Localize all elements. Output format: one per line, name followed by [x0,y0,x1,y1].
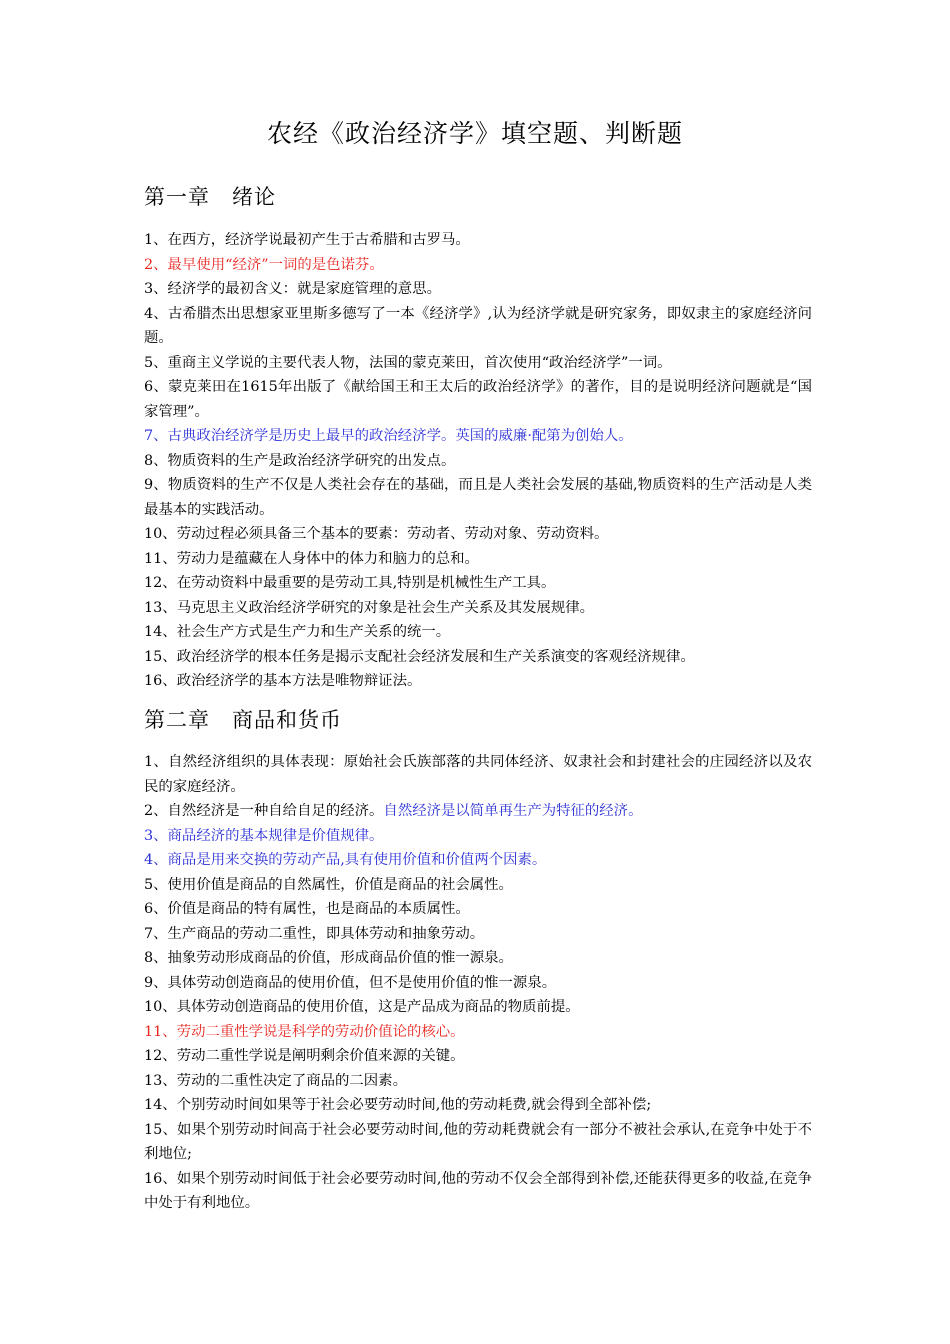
list-item [144,1118,812,1167]
item-text: 16、政治经济学的基本方法是唯物辩证法。 [144,673,422,689]
list-item [144,645,812,670]
list-item [144,971,812,996]
item-text: 12、劳动二重性学说是阐明剩余价值来源的关键。 [144,1048,465,1064]
item-text: 11、劳动二重性学说是科学的劳动价值论的核心。 [144,1023,465,1040]
list-item [144,449,812,474]
item-text: 14、社会生产方式是生产力和生产关系的统一。 [144,624,451,640]
item-text: 11、劳动力是蕴藏在人身体中的体力和脑力的总和。 [144,550,479,567]
list-item [144,253,812,278]
item-text: 1、在西方，经济学说最初产生于古希腊和古罗马。 [144,232,470,248]
item-text: 4、商品是用来交换的劳动产品,具有使用价值和价值两个因素。 [144,852,547,868]
item-text: 2、自然经济是一种自给自足的经济。 [144,803,384,819]
item-text: 13、马克思主义政治经济学研究的对象是社会生产关系及其发展规律。 [144,599,595,616]
chapter-2-items [144,750,812,1216]
list-item [144,922,812,947]
item-text: 6、价值是商品的特有属性，也是商品的本质属性。 [144,901,470,917]
item-text: 3、商品经济的基本规律是价值规律。 [144,827,384,844]
list-item [144,995,812,1020]
list-item [144,302,812,351]
list-item [144,1020,812,1045]
item-highlight-text: 自然经济是以简单再生产为特征的经济。 [383,803,643,819]
list-item [144,897,812,922]
list-item [144,1044,812,1069]
item-text: 4、古希腊杰出思想家亚里斯多德写了一本《经济学》,认为经济学就是研究家务，即奴隶主的家庭经济问题。 [144,305,812,346]
chapter-1-title: 第一章 绪论 [144,185,276,209]
item-text: 3、经济学的最初含义：就是家庭管理的意思。 [144,281,441,297]
item-text: 6、蒙克莱田在1615年出版了《献给国王和王太后的政治经济学》的著作，目的是说明经济问题就是“国家管理”。 [144,379,812,420]
item-text: 15、如果个别劳动时间高于社会必要劳动时间,他的劳动耗费就会有一部分不被社会承认,在竞争中处于不利地位; [144,1121,812,1162]
list-item [144,277,812,302]
list-item [144,596,812,621]
item-text: 7、古典政治经济学是历史上最早的政治经济学。英国的威廉·配第为创始人。 [144,428,633,444]
document-title: 农经《政治经济学》填空题、判断题 [266,119,683,148]
item-text: 9、物质资料的生产不仅是人类社会存在的基础，而且是人类社会发展的基础,物质资料的生产活动是人类最基本的实践活动。 [144,477,812,518]
list-item [144,547,812,572]
list-item [144,1167,812,1216]
list-item [144,1093,812,1118]
item-text: 16、如果个别劳动时间低于社会必要劳动时间,他的劳动不仅会全部得到补偿,还能获得更多的收益,在竞争中处于有利地位。 [144,1170,812,1211]
item-text: 5、重商主义学说的主要代表人物，法国的蒙克莱田，首次使用“政治经济学”一词。 [144,354,672,371]
list-item [144,873,812,898]
item-text: 2、最早使用“经济”一词的是色诺芬。 [144,256,384,273]
list-item [144,824,812,849]
list-item [144,228,812,253]
item-text: 7、生产商品的劳动二重性，即具体劳动和抽象劳动。 [144,925,485,942]
list-item [144,620,812,645]
list-item [144,375,812,424]
list-item [144,669,812,694]
item-text: 14、个别劳动时间如果等于社会必要劳动时间,他的劳动耗费,就会得到全部补偿; [144,1097,652,1113]
chapter-1-items [144,228,812,694]
list-item [144,351,812,376]
item-text: 12、在劳动资料中最重要的是劳动工具,特别是机械性生产工具。 [144,575,556,591]
item-text: 8、物质资料的生产是政治经济学研究的出发点。 [144,452,456,469]
item-text: 15、政治经济学的根本任务是揭示支配社会经济发展和生产关系演变的客观经济规律。 [144,648,695,665]
item-text: 10、具体劳动创造商品的使用价值，这是产品成为商品的物质前提。 [144,999,580,1015]
list-item [144,473,812,522]
item-text: 9、具体劳动创造商品的使用价值，但不是使用价值的惟一源泉。 [144,974,557,991]
item-text: 8、抽象劳动形成商品的价值，形成商品价值的惟一源泉。 [144,950,513,966]
list-item [144,799,812,824]
list-item [144,848,812,873]
item-text: 1、自然经济组织的具体表现：原始社会氏族部落的共同体经济、奴隶社会和封建社会的庄园经济以及农民的家庭经济。 [144,754,812,795]
list-item [144,1069,812,1094]
chapter-2-title: 第二章 商品和货币 [144,708,342,732]
item-text: 13、劳动的二重性决定了商品的二因素。 [144,1072,407,1089]
list-item [144,424,812,449]
list-item [144,522,812,547]
list-item [144,571,812,596]
list-item [144,750,812,799]
item-text: 10、劳动过程必须具备三个基本的要素：劳动者、劳动对象、劳动资料。 [144,526,609,542]
item-text: 5、使用价值是商品的自然属性，价值是商品的社会属性。 [144,876,513,893]
list-item [144,946,812,971]
